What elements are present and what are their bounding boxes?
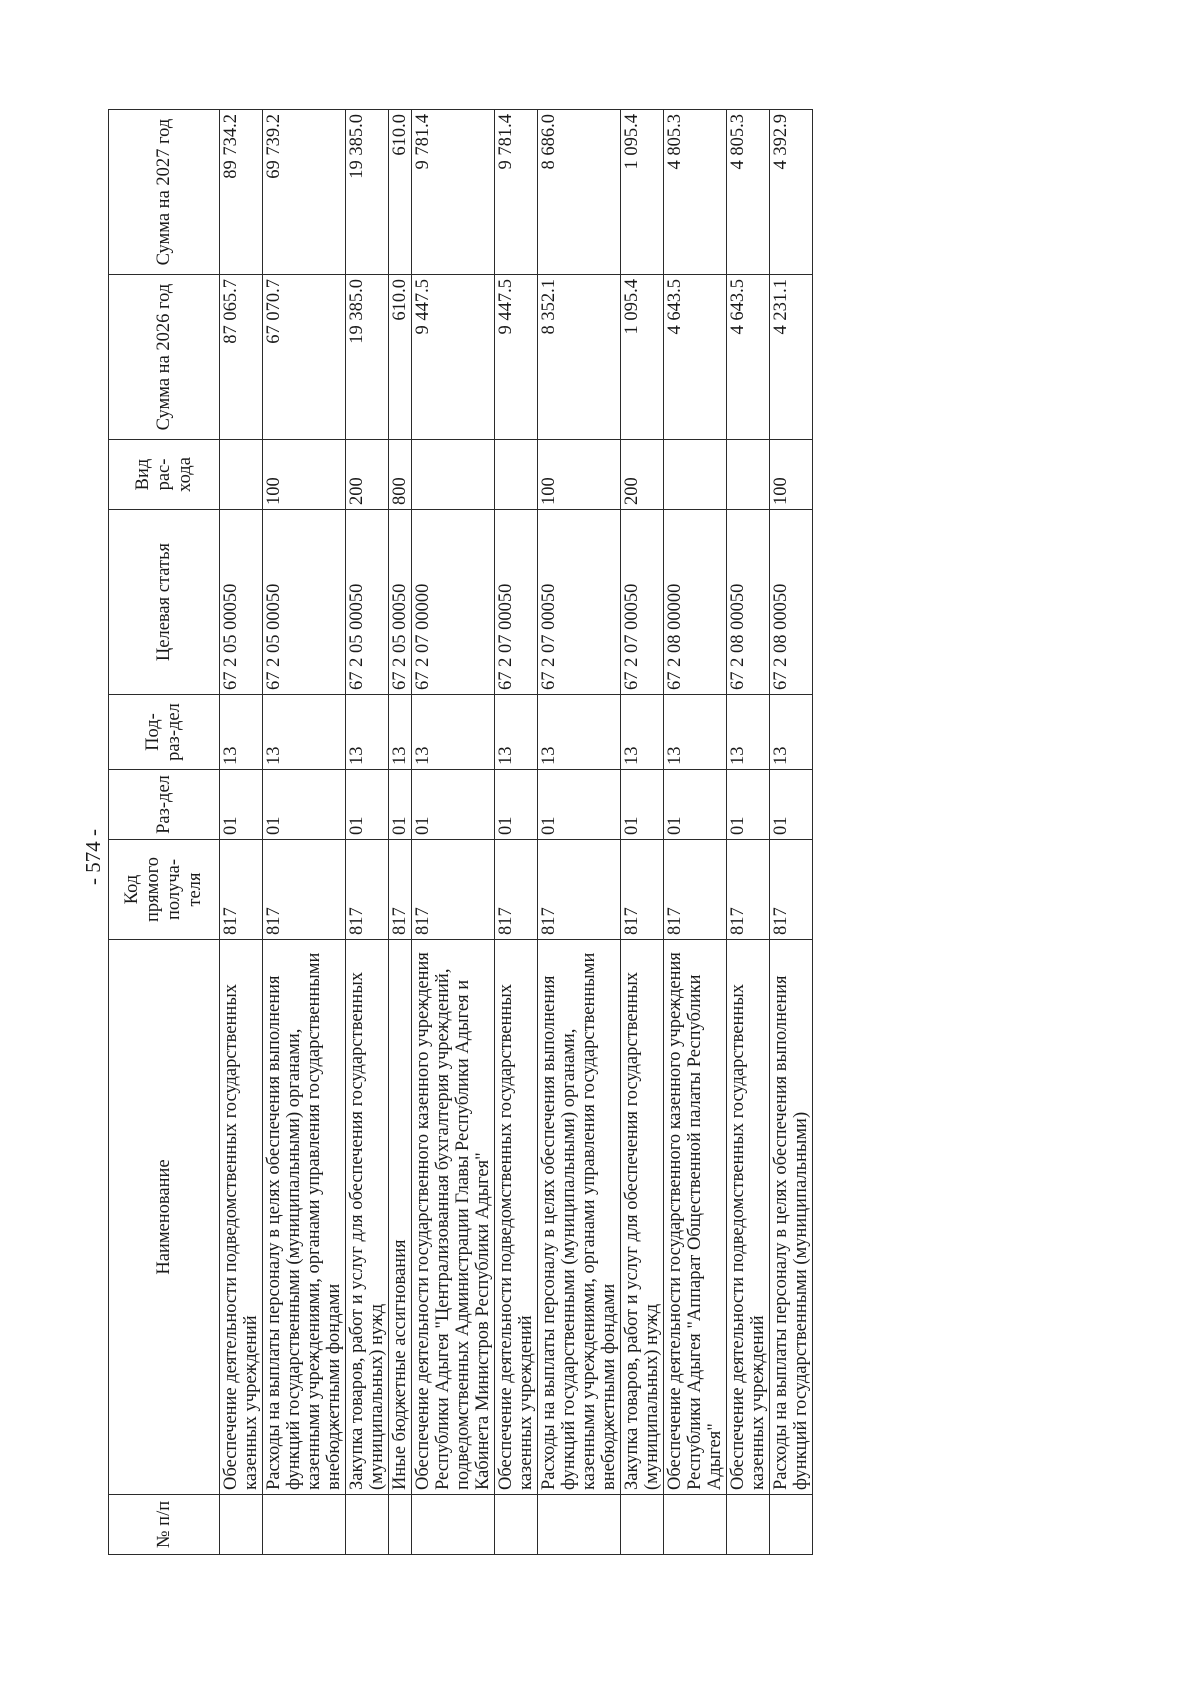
cell-code: 817: [220, 840, 263, 940]
cell-subsection: 13: [412, 695, 495, 770]
cell-name: Закупка товаров, работ и услуг для обеспечения государственных (муниципальных) нужд: [346, 940, 389, 1495]
header-num: № п/п: [109, 1495, 220, 1555]
cell-kind: 200: [621, 440, 664, 510]
cell-sum-2027: 4 392.9: [770, 110, 813, 275]
cell-subsection: 13: [220, 695, 263, 770]
cell-section: 01: [727, 770, 770, 840]
cell-subsection: 13: [495, 695, 538, 770]
cell-code: 817: [770, 840, 813, 940]
cell-section: 01: [495, 770, 538, 840]
cell-sum-2026: 4 643.5: [664, 275, 727, 440]
table-row: [220, 110, 263, 1555]
cell-name: Обеспечение деятельности подведомственных государственных казенных учреждений: [495, 940, 538, 1495]
cell-kind: [664, 440, 727, 510]
cell-code: 817: [495, 840, 538, 940]
table-header: [109, 110, 220, 1555]
cell-kind: [727, 440, 770, 510]
cell-article: 67 2 07 00000: [412, 510, 495, 695]
table-row: [664, 110, 727, 1555]
cell-article: 67 2 05 00050: [389, 510, 412, 695]
cell-sum-2026: 1 095.4: [621, 275, 664, 440]
cell-sum-2027: 9 781.4: [495, 110, 538, 275]
cell-num: [389, 1495, 412, 1555]
cell-num: [621, 1495, 664, 1555]
cell-article: 67 2 07 00050: [495, 510, 538, 695]
header-article: Целевая статья: [109, 510, 220, 695]
header-sum-2027: Сумма на 2027 год: [109, 110, 220, 275]
table-row: [621, 110, 664, 1555]
cell-article: 67 2 05 00050: [263, 510, 346, 695]
cell-num: [412, 1495, 495, 1555]
cell-code: 817: [389, 840, 412, 940]
page-number: - 574 -: [81, 829, 105, 885]
cell-kind: 100: [770, 440, 813, 510]
cell-name: Расходы на выплаты персоналу в целях обеспечения выполнения функций государственными (муниципальными) органами, казенными учреждениями, органами управления государственными внебюджетными фондами: [538, 940, 621, 1495]
cell-code: 817: [664, 840, 727, 940]
cell-name: Расходы на выплаты персоналу в целях обеспечения выполнения функций государственными (муниципальными) органами, казенными учреждениями, органами управления государственными внебюджетными фондами: [263, 940, 346, 1495]
cell-name: Обеспечение деятельности подведомственных государственных казенных учреждений: [727, 940, 770, 1495]
cell-article: 67 2 08 00000: [664, 510, 727, 695]
cell-article: 67 2 05 00050: [220, 510, 263, 695]
cell-section: 01: [621, 770, 664, 840]
header-kind: Вид рас-хода: [109, 440, 220, 510]
cell-name: Обеспечение деятельности подведомственных государственных казенных учреждений: [220, 940, 263, 1495]
header-sum-2026: Сумма на 2026 год: [109, 275, 220, 440]
cell-section: 01: [346, 770, 389, 840]
cell-sum-2027: 610.0: [389, 110, 412, 275]
table-row: [495, 110, 538, 1555]
cell-code: 817: [346, 840, 389, 940]
cell-num: [538, 1495, 621, 1555]
cell-code: 817: [621, 840, 664, 940]
cell-section: 01: [263, 770, 346, 840]
table-row: [727, 110, 770, 1555]
cell-num: [727, 1495, 770, 1555]
cell-name: Закупка товаров, работ и услуг для обеспечения государственных (муниципальных) нужд: [621, 940, 664, 1495]
cell-num: [770, 1495, 813, 1555]
cell-kind: 800: [389, 440, 412, 510]
cell-kind: [495, 440, 538, 510]
cell-sum-2026: 4 231.1: [770, 275, 813, 440]
table-row: [412, 110, 495, 1555]
cell-code: 817: [727, 840, 770, 940]
cell-subsection: 13: [346, 695, 389, 770]
table-row: [263, 110, 346, 1555]
cell-article: 67 2 07 00050: [621, 510, 664, 695]
cell-section: 01: [389, 770, 412, 840]
cell-sum-2026: 4 643.5: [727, 275, 770, 440]
cell-name: Расходы на выплаты персоналу в целях обеспечения выполнения функций государственными (муниципальными): [770, 940, 813, 1495]
cell-sum-2027: 1 095.4: [621, 110, 664, 275]
cell-subsection: 13: [621, 695, 664, 770]
cell-subsection: 13: [538, 695, 621, 770]
cell-article: 67 2 08 00050: [770, 510, 813, 695]
cell-subsection: 13: [770, 695, 813, 770]
table-row: [389, 110, 412, 1555]
header-row: [109, 110, 220, 1555]
table-row: [538, 110, 621, 1555]
cell-num: [220, 1495, 263, 1555]
cell-sum-2026: 9 447.5: [495, 275, 538, 440]
cell-sum-2027: 4 805.3: [727, 110, 770, 275]
table-body: [220, 110, 813, 1555]
cell-kind: [412, 440, 495, 510]
budget-table: [108, 109, 813, 1555]
cell-subsection: 13: [389, 695, 412, 770]
cell-subsection: 13: [727, 695, 770, 770]
header-name: Наименование: [109, 940, 220, 1495]
cell-sum-2026: 8 352.1: [538, 275, 621, 440]
cell-kind: 100: [538, 440, 621, 510]
cell-name: Обеспечение деятельности государственного казенного учреждения Республики Адыгея "Централизованная бухгалтерия учреждений, подведомственных Администрации Главы Республики Адыгея и Кабинета Министров Республики Адыгея": [412, 940, 495, 1495]
cell-sum-2027: 8 686.0: [538, 110, 621, 275]
cell-num: [664, 1495, 727, 1555]
cell-sum-2026: 19 385.0: [346, 275, 389, 440]
cell-sum-2027: 9 781.4: [412, 110, 495, 275]
cell-article: 67 2 05 00050: [346, 510, 389, 695]
table-row: [770, 110, 813, 1555]
table-row: [346, 110, 389, 1555]
cell-section: 01: [220, 770, 263, 840]
header-section: Раз-дел: [109, 770, 220, 840]
cell-section: 01: [770, 770, 813, 840]
header-code: Код прямого получа-теля: [109, 840, 220, 940]
cell-section: 01: [538, 770, 621, 840]
cell-sum-2026: 610.0: [389, 275, 412, 440]
cell-num: [495, 1495, 538, 1555]
cell-sum-2027: 19 385.0: [346, 110, 389, 275]
cell-code: 817: [412, 840, 495, 940]
cell-num: [346, 1495, 389, 1555]
rotated-table-wrapper: [108, 110, 1048, 1555]
cell-sum-2027: 89 734.2: [220, 110, 263, 275]
header-subsection: Под-раз-дел: [109, 695, 220, 770]
cell-num: [263, 1495, 346, 1555]
cell-subsection: 13: [664, 695, 727, 770]
cell-code: 817: [538, 840, 621, 940]
cell-sum-2026: 9 447.5: [412, 275, 495, 440]
cell-subsection: 13: [263, 695, 346, 770]
cell-name: Обеспечение деятельности государственного казенного учреждения Республики Адыгея "Аппарат Общественной палаты Республики Адыгея": [664, 940, 727, 1495]
cell-kind: 200: [346, 440, 389, 510]
cell-section: 01: [664, 770, 727, 840]
cell-code: 817: [263, 840, 346, 940]
cell-sum-2026: 67 070.7: [263, 275, 346, 440]
cell-sum-2027: 4 805.3: [664, 110, 727, 275]
cell-section: 01: [412, 770, 495, 840]
cell-name: Иные бюджетные ассигнования: [389, 940, 412, 1495]
cell-sum-2026: 87 065.7: [220, 275, 263, 440]
cell-article: 67 2 07 00050: [538, 510, 621, 695]
cell-kind: [220, 440, 263, 510]
cell-kind: 100: [263, 440, 346, 510]
cell-article: 67 2 08 00050: [727, 510, 770, 695]
cell-sum-2027: 69 739.2: [263, 110, 346, 275]
